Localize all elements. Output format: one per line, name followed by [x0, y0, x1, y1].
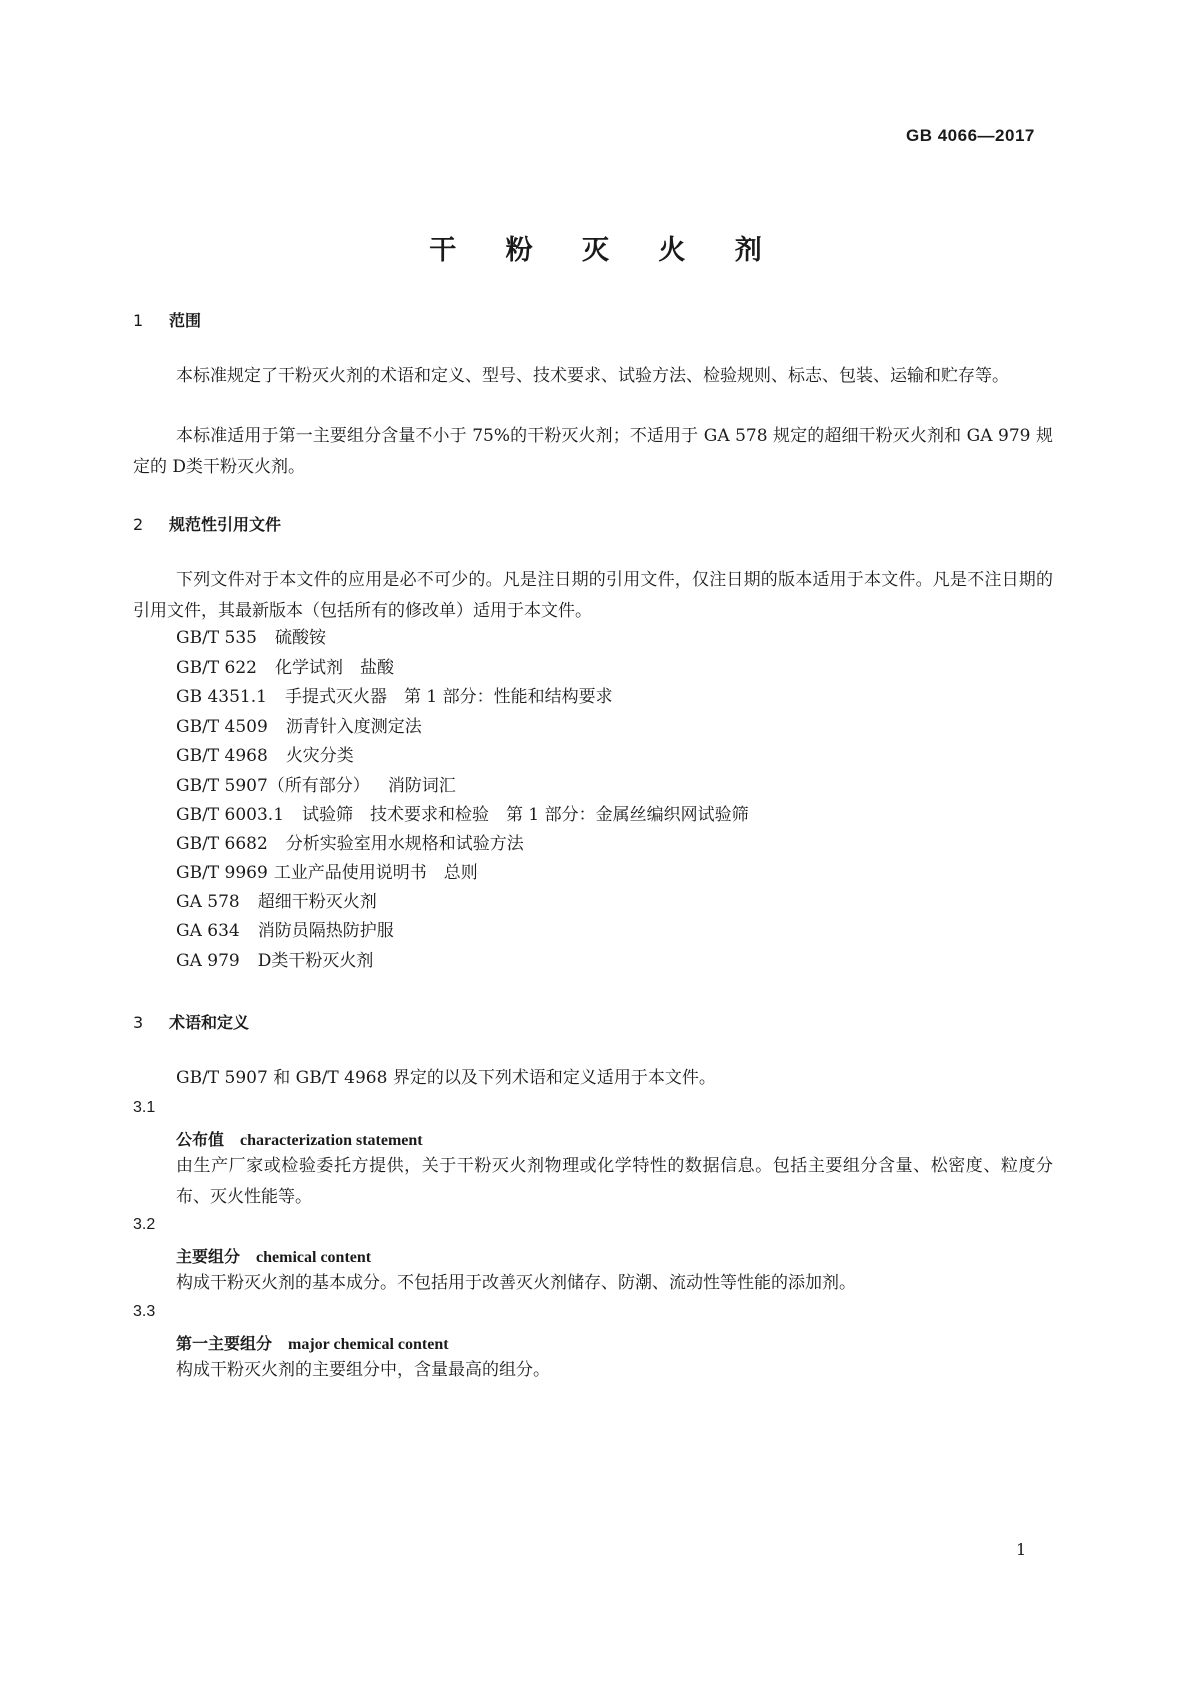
term-definition: 构成干粉灭火剂的基本成分。不包括用于改善灭火剂储存、防潮、流动性等性能的添加剂。	[176, 1273, 856, 1293]
term-number: 3.3	[133, 1303, 156, 1320]
term-number: 3.2	[133, 1216, 156, 1233]
reference-title: D类干粉灭火剂	[257, 951, 374, 971]
reference-item	[176, 916, 394, 947]
section-3-heading	[133, 1010, 249, 1033]
reference-code: GB/T 4509	[176, 717, 268, 737]
term-number: 3.1	[133, 1099, 156, 1116]
reference-title: 超细干粉灭火剂	[257, 892, 377, 912]
section-2-heading	[133, 512, 281, 535]
reference-item	[176, 829, 524, 860]
section-1-heading	[133, 308, 201, 331]
reference-title: 消防词汇	[387, 776, 456, 796]
reference-item	[176, 800, 749, 831]
reference-title: 硫酸铵	[275, 628, 326, 648]
page-number: 1	[1016, 1540, 1027, 1559]
reference-item	[176, 623, 326, 654]
reference-title: 试验筛 技术要求和检验 第 1 部分：金属丝编织网试验筛	[302, 805, 749, 825]
term-zh: 第一主要组分	[176, 1334, 273, 1353]
reference-title: 手提式灭火器 第 1 部分：性能和结构要求	[284, 687, 613, 707]
term-en: major chemical content	[288, 1336, 449, 1353]
reference-title: 化学试剂 盐酸	[275, 658, 394, 678]
reference-code: GB/T 6003.1	[176, 805, 285, 825]
terms-intro: GB/T 5907 和 GB/T 4968 界定的以及下列术语和定义适用于本文件。	[176, 1068, 716, 1088]
term-en: chemical content	[256, 1249, 372, 1266]
reference-code: GB/T 622	[176, 658, 257, 678]
term-en: characterization statement	[240, 1132, 423, 1149]
reference-item	[176, 858, 478, 889]
reference-code: GA 979	[176, 951, 240, 971]
reference-item	[176, 712, 422, 743]
section-title: 范围	[169, 311, 202, 330]
term-heading	[176, 1127, 423, 1150]
reference-item	[176, 653, 394, 684]
reference-item	[176, 887, 377, 918]
section-number: 3	[133, 1013, 144, 1032]
reference-code: GB/T 535	[176, 628, 257, 648]
reference-code: GA 578	[176, 892, 240, 912]
term-heading	[176, 1331, 449, 1354]
reference-item	[176, 771, 456, 802]
reference-item	[176, 946, 373, 977]
reference-code: GB/T 4968	[176, 746, 268, 766]
scope-paragraph-2: 本标准适用于第一主要组分含量不小于 75%的干粉灭火剂；不适用于 GA 578 规定的超细干粉灭火剂和 GA 979 规定的 D类干粉灭火剂。	[133, 426, 1053, 477]
reference-item	[176, 682, 613, 713]
reference-title: 分析实验室用水规格和试验方法	[285, 834, 524, 854]
standard-code: GB 4066—2017	[906, 126, 1035, 145]
section-number: 2	[133, 515, 144, 534]
references-intro: 下列文件对于本文件的应用是必不可少的。凡是注日期的引用文件，仅注日期的版本适用于本文件。凡是不注日期的引用文件，其最新版本（包括所有的修改单）适用于本文件。	[133, 570, 1053, 621]
reference-code: GA 634	[176, 921, 240, 941]
reference-item	[176, 741, 354, 772]
term-definition: 由生产厂家或检验委托方提供，关于干粉灭火剂物理或化学特性的数据信息。包括主要组分含量、松密度、粒度分布、灭火性能等。	[176, 1156, 1053, 1207]
document-title: 干 粉 灭 火 剂	[429, 235, 782, 266]
reference-code: GB/T 9969	[176, 863, 268, 883]
reference-code: GB/T 6682	[176, 834, 268, 854]
reference-title: 消防员隔热防护服	[257, 921, 394, 941]
section-title: 规范性引用文件	[169, 515, 282, 534]
section-number: 1	[133, 311, 144, 330]
reference-title: 沥青针入度测定法	[285, 717, 422, 737]
term-heading	[176, 1244, 371, 1267]
reference-code: GB/T 5907（所有部分）	[176, 776, 370, 796]
scope-paragraph-1: 本标准规定了干粉灭火剂的术语和定义、型号、技术要求、试验方法、检验规则、标志、包装、运输和贮存等。	[176, 366, 1009, 386]
reference-code: GB 4351.1	[176, 687, 267, 707]
term-zh: 公布值	[176, 1130, 225, 1149]
reference-title: 火灾分类	[285, 746, 354, 766]
section-title: 术语和定义	[169, 1013, 250, 1032]
term-zh: 主要组分	[176, 1247, 241, 1266]
term-definition: 构成干粉灭火剂的主要组分中，含量最高的组分。	[176, 1360, 550, 1380]
reference-title: 工业产品使用说明书 总则	[273, 863, 478, 883]
